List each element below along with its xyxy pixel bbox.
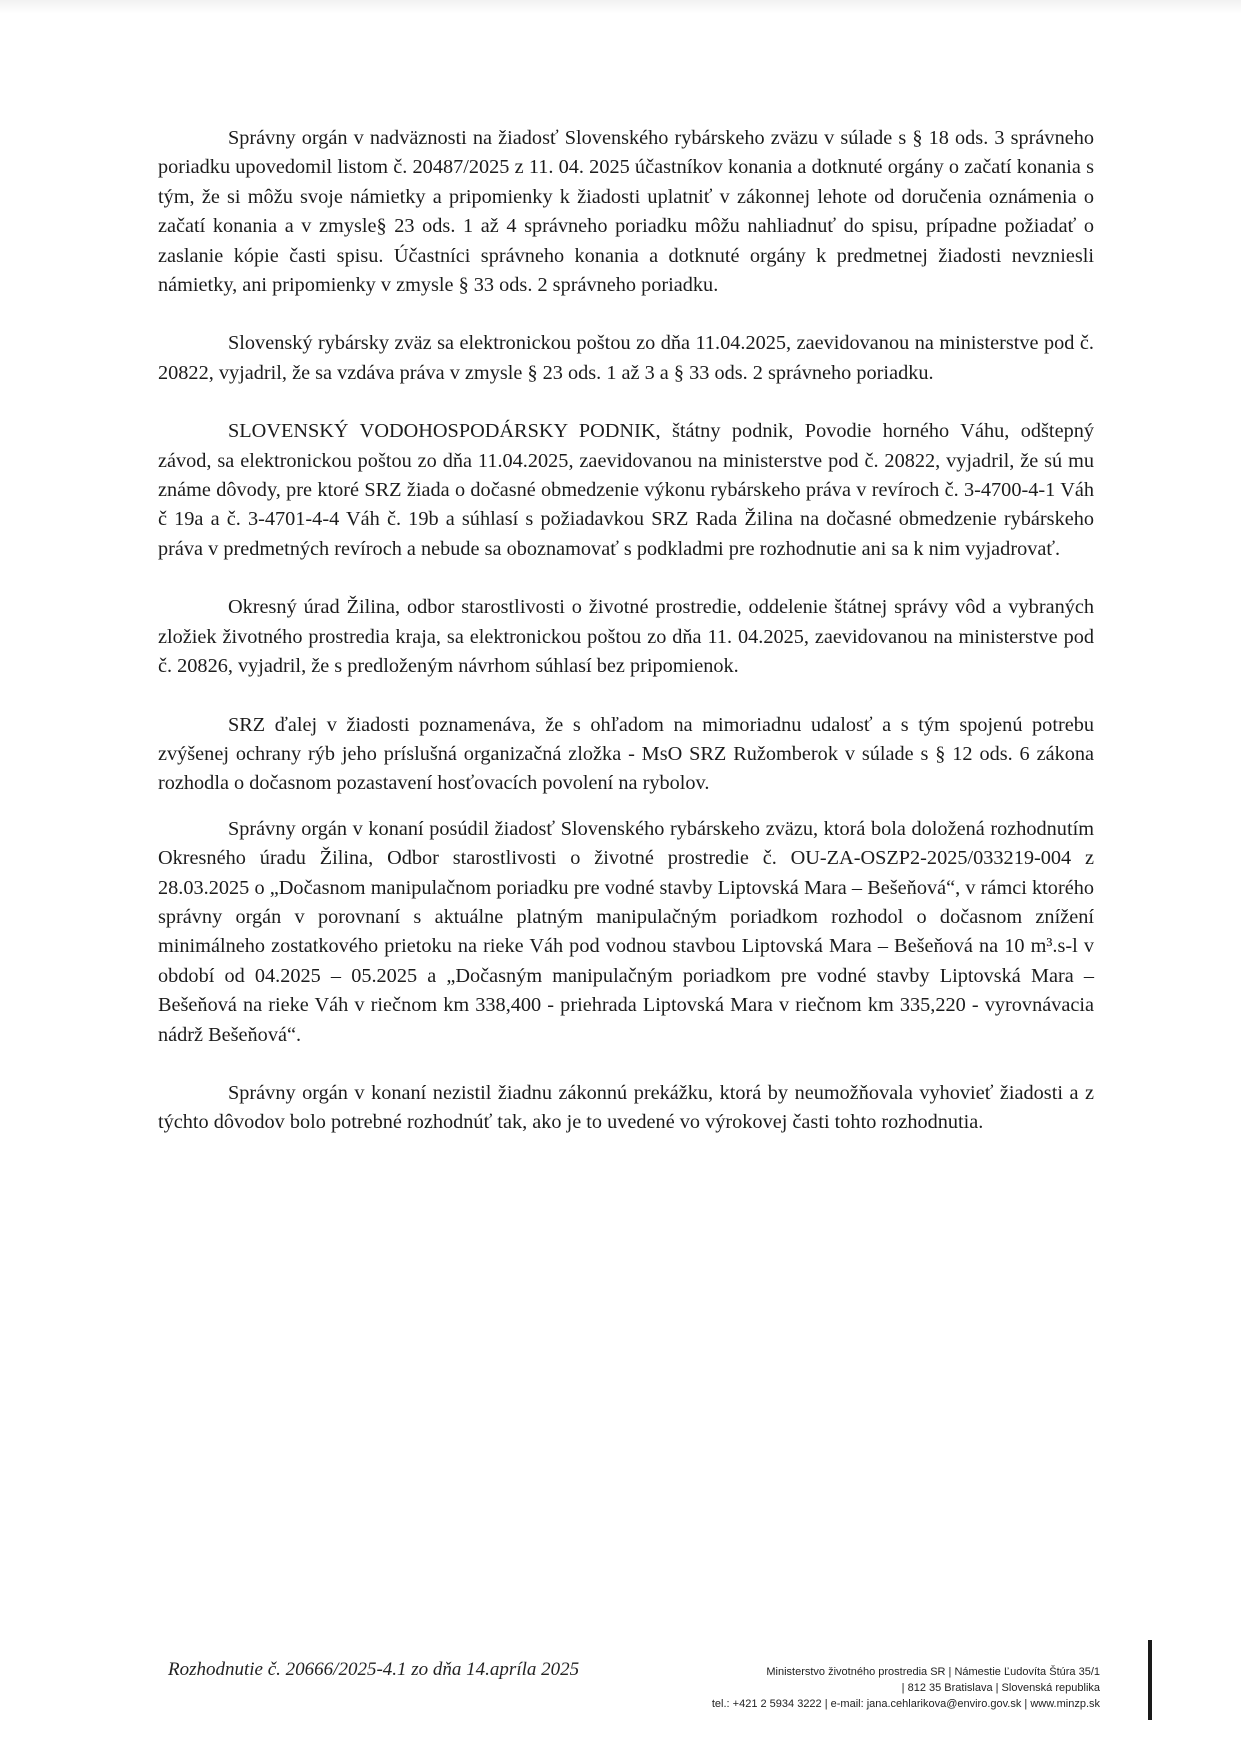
document-body [158,124,1094,1167]
footer-divider-bar [1148,1640,1152,1720]
paragraph-district-office: Okresný úrad Žilina, odbor starostlivosti o životné prostredie, oddelenie štátnej správy vôd a vybraných zložiek životného prostredia kraja, sa elektronickou poštou zo dňa 11. 04.2025, zaevidovanou na ministerstve pod č. 20826, vyjadril, že s predloženým návrhom súhlasí bez pripomienok. [158,596,1094,678]
paragraph-notification: Správny orgán v nadväznosti na žiadosť Slovenského rybárskeho zväzu v súlade s § 18 ods. 3 správneho poriadku upovedomil listom č. 20487/2025 z 11. 04. 2025 účastníkov konania a dotknuté orgány o začatí konania s tým, že si môžu svoje námietky a pripomienky k žiadosti uplatniť v zákonnej lehote od doručenia oznámenia o začatí konania a v zmysle§ 23 ods. 1 až 4 správneho poriadku môžu nahliadnuť do spisu, prípadne požiadať o zaslanie kópie časti spisu. Účastníci správneho konania a dotknuté orgány k predmetnej žiadosti nevzniesli námietky, ani pripomienky v zmysle § 33 ods. 2 správneho poriadku. [158,127,1094,297]
footer-contact-line: tel.: +421 2 5934 3222 | e-mail: jana.cehlarikova@enviro.gov.sk | www.minzp.sk [711,1698,1100,1710]
paragraph-svp-statement: SLOVENSKÝ VODOHOSPODÁRSKY PODNIK, štátny podnik, Povodie horného Váhu, odštepný závod, sa elektronickou poštou zo dňa 11.04.2025, zaevidovanou na ministerstve pod č. 20822, vyjadril, že sú mu známe dôvody, pre ktoré SRZ žiada o dočasné obmedzenie výkonu rybárskeho práva v revíroch č. 3-4700-4-1 Váh č 19a a č. 3-4701-4-4 Váh č. 19b a súhlasí s požiadavkou SRZ Rada Žilina na dočasné obmedzenie rybárskeho práva v predmetných revíroch a nebude sa oboznamovať s podkladmi pre rozhodnutie ani sa k nim vyjadrovať. [158,420,1094,560]
paragraph-assessment: Správny orgán v konaní posúdil žiadosť Slovenského rybárskeho zväzu, ktorá bola doložená rozhodnutím Okresného úradu Žilina, Odbor starostlivosti o životné prostredie č. OU-ZA-OSZP2-2025/033219-004 z 28.03.2025 o „Dočasnom manipulačnom poriadku pre vodné stavby Liptovská Mara – Bešeňová“, v rámci ktorého správny orgán v porovnaní s aktuálne platným manipulačným poriadkom rozhodol o dočasnom znížení minimálneho zostatkového prietoku na rieke Váh pod vodnou stavbou Liptovská Mara – Bešeňová na 10 m³.s-l v období od 04.2025 – 05.2025 a „Dočasným manipulačným poriadkom pre vodné stavby Liptovská Mara – Bešeňová na rieke Váh v riečnom km 338,400 - priehrada Liptovská Mara v riečnom km 335,220 - vyrovnávacia nádrž Bešeňová“. [158,817,1094,1046]
footer-ministry-line: Ministerstvo životného prostredia SR | Námestie Ľudovíta Štúra 35/1 [766,1666,1100,1678]
paragraph-conclusion: Správny orgán v konaní nezistil žiadnu zákonnú prekážku, ktorá by neumožňovala vyhovieť žiadosti a z týchto dôvodov bolo potrebné rozhodnúť tak, ako je to uvedené vo výrokovej časti tohto rozhodnutia. [158,1081,1094,1134]
footer-decision-reference: Rozhodnutie č. 20666/2025-4.1 zo dňa 14.apríla 2025 [168,1659,580,1680]
footer-address-line: | 812 35 Bratislava | Slovenská republika [901,1682,1100,1694]
paragraph-srz-note: SRZ ďalej v žiadosti poznamenáva, že s ohľadom na mimoriadnu udalosť a s tým spojenú potrebu zvýšenej ochrany rýb jeho príslušná organizačná zložka - MsO SRZ Ružomberok v súlade s § 12 ods. 6 zákona rozhodla o dočasnom pozastavení hosťovacích povolení na rybolov. [158,713,1094,795]
page-top-edge [0,0,1241,14]
paragraph-srz-statement: Slovenský rybársky zväz sa elektronickou poštou zo dňa 11.04.2025, zaevidovanou na ministerstve pod č. 20822, vyjadril, že sa vzdáva práva v zmysle § 23 ods. 1 až 3 a § 33 ods. 2 správneho poriadku. [158,332,1094,384]
footer-ministry-info [712,1664,1100,1712]
